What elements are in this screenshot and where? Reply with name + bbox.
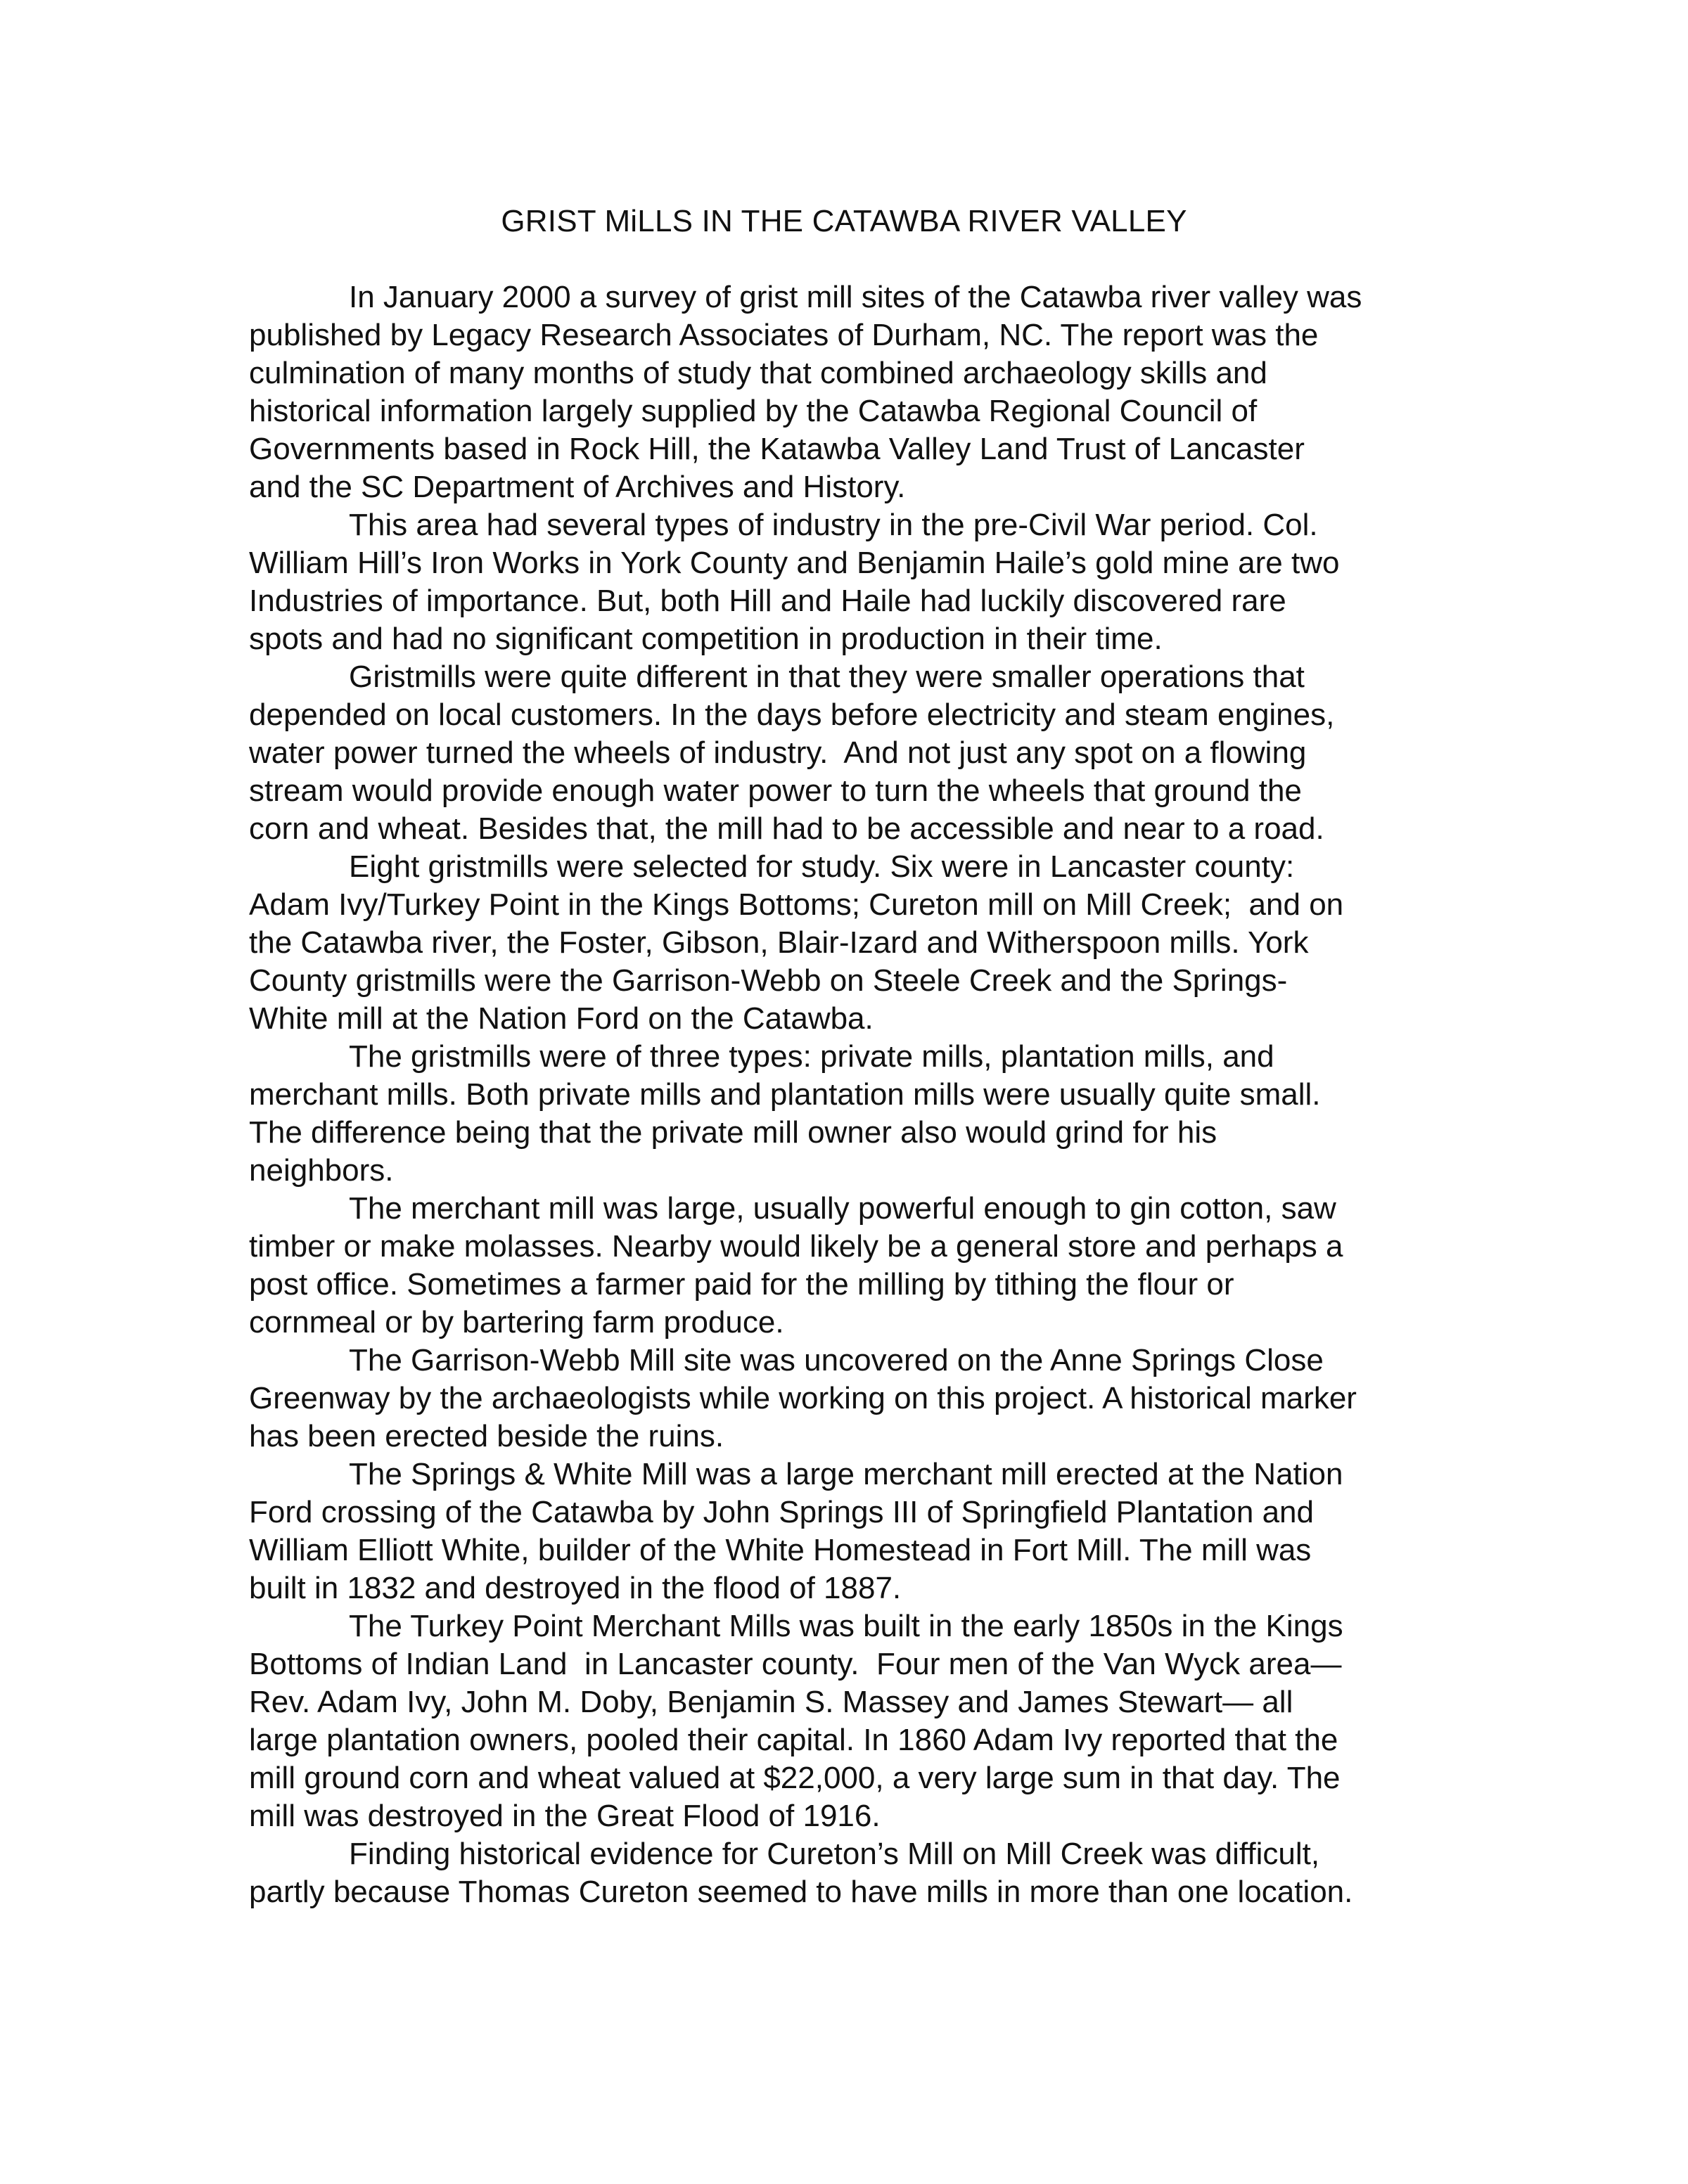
text-line: spots and had no significant competition in production in their time. bbox=[249, 622, 1163, 656]
text-line: The Turkey Point Merchant Mills was built in the early 1850s in the Kings bbox=[349, 1609, 1343, 1643]
document-title: GRIST MiLLS IN THE CATAWBA RIVER VALLEY bbox=[501, 204, 1187, 238]
paragraph bbox=[249, 1038, 1452, 1190]
paragraph bbox=[249, 506, 1452, 658]
text-line: and the SC Department of Archives and History. bbox=[249, 470, 906, 504]
text-line: The difference being that the private mill owner also would grind for his bbox=[249, 1115, 1217, 1150]
text-line: Governments based in Rock Hill, the Katawba Valley Land Trust of Lancaster bbox=[249, 432, 1305, 466]
text-line: merchant mills. Both private mills and plantation mills were usually quite small. bbox=[249, 1077, 1321, 1112]
text-line: The merchant mill was large, usually powerful enough to gin cotton, saw bbox=[349, 1191, 1336, 1226]
text-line: In January 2000 a survey of grist mill sites of the Catawba river valley was bbox=[349, 280, 1362, 314]
text-line: The Springs & White Mill was a large merchant mill erected at the Nation bbox=[349, 1457, 1343, 1491]
text-line: Bottoms of Indian Land in Lancaster county. Four men of the Van Wyck area— bbox=[249, 1647, 1342, 1681]
paragraph bbox=[249, 1342, 1452, 1456]
text-line: White mill at the Nation Ford on the Catawba. bbox=[249, 1001, 874, 1036]
text-line: Ford crossing of the Catawba by John Springs III of Springfield Plantation and bbox=[249, 1495, 1314, 1529]
text-line: historical information largely supplied by the Catawba Regional Council of bbox=[249, 394, 1258, 428]
paragraph bbox=[249, 848, 1452, 1038]
text-line: The gristmills were of three types: private mills, plantation mills, and bbox=[349, 1039, 1274, 1074]
text-line: Greenway by the archaeologists while working on this project. A historical marker bbox=[249, 1381, 1357, 1415]
text-line: Industries of importance. But, both Hill and Haile had luckily discovered rare bbox=[249, 584, 1286, 618]
text-line: mill ground corn and wheat valued at $22,000, a very large sum in that day. The bbox=[249, 1761, 1341, 1795]
text-line: The Garrison-Webb Mill site was uncovered on the Anne Springs Close bbox=[349, 1343, 1324, 1377]
text-line: This area had several types of industry in the pre-Civil War period. Col. bbox=[349, 508, 1318, 542]
text-line: large plantation owners, pooled their capital. In 1860 Adam Ivy reported that the bbox=[249, 1723, 1338, 1757]
text-line: water power turned the wheels of industry. And not just any spot on a flowing bbox=[249, 736, 1307, 770]
text-line: Rev. Adam Ivy, John M. Doby, Benjamin S. Massey and James Stewart— all bbox=[249, 1685, 1293, 1719]
text-line: published by Legacy Research Associates of Durham, NC. The report was the bbox=[249, 318, 1319, 352]
text-line: post office. Sometimes a farmer paid for the milling by tithing the flour or bbox=[249, 1267, 1234, 1302]
paragraph bbox=[249, 1456, 1452, 1607]
text-line: has been erected beside the ruins. bbox=[249, 1419, 724, 1453]
paragraph bbox=[249, 1190, 1452, 1342]
text-line: Adam Ivy/Turkey Point in the Kings Bottoms; Cureton mill on Mill Creek; and on bbox=[249, 887, 1344, 922]
text-line: Eight gristmills were selected for study. Six were in Lancaster county: bbox=[349, 849, 1295, 884]
text-line: County gristmills were the Garrison-Webb on Steele Creek and the Springs- bbox=[249, 963, 1288, 998]
paragraph bbox=[249, 658, 1452, 848]
text-line: William Hill’s Iron Works in York County and Benjamin Haile’s gold mine are two bbox=[249, 546, 1340, 580]
text-line: depended on local customers. In the days before electricity and steam engines, bbox=[249, 698, 1335, 732]
text-line: Finding historical evidence for Cureton’s Mill on Mill Creek was difficult, bbox=[349, 1837, 1320, 1871]
text-line: the Catawba river, the Foster, Gibson, Blair-Izard and Witherspoon mills. York bbox=[249, 925, 1309, 960]
text-line: partly because Thomas Cureton seemed to have mills in more than one location. bbox=[249, 1875, 1353, 1909]
text-line: Gristmills were quite different in that they were smaller operations that bbox=[349, 660, 1305, 694]
text-line: stream would provide enough water power to turn the wheels that ground the bbox=[249, 773, 1302, 808]
paragraph bbox=[249, 278, 1452, 506]
text-line: built in 1832 and destroyed in the flood of 1887. bbox=[249, 1571, 902, 1605]
text-line: mill was destroyed in the Great Flood of 1916. bbox=[249, 1799, 881, 1833]
text-line: cornmeal or by bartering farm produce. bbox=[249, 1305, 784, 1340]
paragraph bbox=[249, 1607, 1452, 1835]
text-line: culmination of many months of study that combined archaeology skills and bbox=[249, 356, 1267, 390]
text-line: timber or make molasses. Nearby would likely be a general store and perhaps a bbox=[249, 1229, 1343, 1264]
text-line: William Elliott White, builder of the White Homestead in Fort Mill. The mill was bbox=[249, 1533, 1312, 1567]
document-body bbox=[249, 278, 1452, 1911]
text-line: corn and wheat. Besides that, the mill had to be accessible and near to a road. bbox=[249, 811, 1324, 846]
paragraph bbox=[249, 1835, 1452, 1911]
text-line: neighbors. bbox=[249, 1153, 394, 1188]
